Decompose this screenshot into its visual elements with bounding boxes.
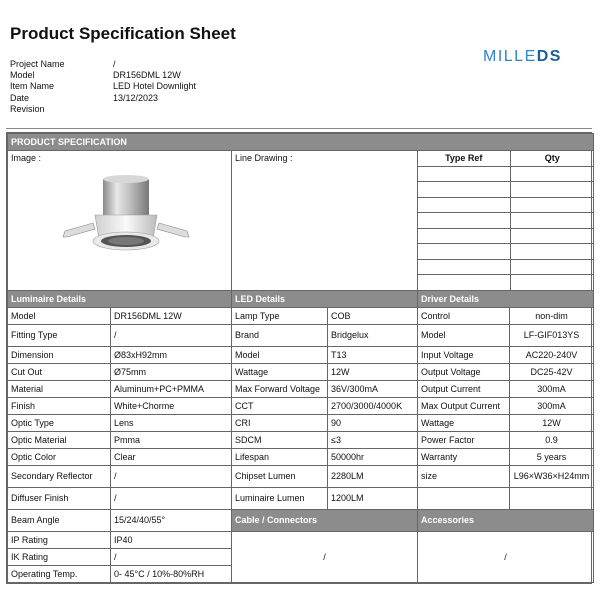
driver-label <box>418 487 510 509</box>
led-value: COB <box>328 307 418 324</box>
led-value: 36V/300mA <box>328 380 418 397</box>
led-label: Max Forward Voltage <box>232 380 328 397</box>
spec-label: Dimension <box>8 346 111 363</box>
led-label: Brand <box>232 324 328 346</box>
spec-label: IP Rating <box>8 531 111 548</box>
type-ref-entry[interactable] <box>418 166 510 182</box>
line-drawing-cell <box>232 151 418 291</box>
meta-label: Project Name <box>10 59 65 69</box>
led-value: 50000hr <box>328 448 418 465</box>
spec-table <box>7 133 594 583</box>
driver-label: Power Factor <box>418 431 510 448</box>
led-details-header: LED Details <box>232 290 418 307</box>
qty-entry[interactable] <box>510 228 594 244</box>
type-ref-entry[interactable] <box>418 213 510 229</box>
page-title: Product Specification Sheet <box>10 24 236 43</box>
led-value: Bridgelux <box>328 324 418 346</box>
led-value: T13 <box>328 346 418 363</box>
led-value: 2280LM <box>328 465 418 487</box>
led-label: CCT <box>232 397 328 414</box>
spec-label: IK Rating <box>8 548 111 565</box>
meta-value: 13/12/2023 <box>113 92 159 103</box>
spec-value: Pmma <box>111 431 232 448</box>
type-ref-entry[interactable] <box>418 275 510 290</box>
type-ref-entry[interactable] <box>418 228 510 244</box>
spec-label: Optic Color <box>8 448 111 465</box>
qty-entry[interactable] <box>510 166 594 182</box>
qty-entry[interactable] <box>510 182 594 198</box>
meta-label: Revision <box>10 103 45 114</box>
logo-text-a: MILLE <box>483 48 537 65</box>
driver-label: Input Voltage <box>418 346 510 363</box>
milleds-logo <box>483 48 562 66</box>
project-meta <box>10 59 196 115</box>
image-label: Image : <box>11 153 42 163</box>
spec-value: / <box>111 324 232 346</box>
spec-label: Cut Out <box>8 363 111 380</box>
spec-label: Fitting Type <box>8 324 111 346</box>
driver-value: L96×W36×H24mm <box>510 465 594 487</box>
driver-label: Output Voltage <box>418 363 510 380</box>
meta-value: / <box>113 59 116 69</box>
spec-value: 15/24/40/55° <box>111 509 232 531</box>
type-ref-entry[interactable] <box>418 244 510 260</box>
driver-value: 300mA <box>510 397 594 414</box>
meta-label: Item Name <box>10 81 55 92</box>
image-cell <box>8 151 232 291</box>
driver-label: Max Output Current <box>418 397 510 414</box>
spec-label: Optic Type <box>8 414 111 431</box>
spec-label: Beam Angle <box>8 509 111 531</box>
driver-value: 300mA <box>510 380 594 397</box>
cable-connectors-value: / <box>232 531 418 582</box>
spec-value: Aluminum+PC+PMMA <box>111 380 232 397</box>
driver-value <box>510 487 594 509</box>
accessories-header: Accessories <box>418 509 594 531</box>
driver-value: DC25-42V <box>510 363 594 380</box>
led-label: CRI <box>232 414 328 431</box>
type-ref-cell <box>418 151 594 291</box>
led-label: Lamp Type <box>232 307 328 324</box>
qty-entry[interactable] <box>510 197 594 213</box>
meta-label: Model <box>10 70 35 81</box>
type-ref-entry[interactable] <box>418 182 510 198</box>
spec-label: Material <box>8 380 111 397</box>
qty-entry[interactable] <box>510 244 594 260</box>
driver-value: 0.9 <box>510 431 594 448</box>
driver-details-header: Driver Details <box>418 290 594 307</box>
type-ref-entry[interactable] <box>418 259 510 275</box>
led-value: 2700/3000/4000K <box>328 397 418 414</box>
type-ref-header: Type Ref <box>418 151 510 166</box>
spec-label: Model <box>8 307 111 324</box>
spec-value: Clear <box>111 448 232 465</box>
driver-label: size <box>418 465 510 487</box>
cable-connectors-header: Cable / Connectors <box>232 509 418 531</box>
spec-value: / <box>111 548 232 565</box>
spec-label: Secondary Reflector <box>8 465 111 487</box>
qty-header: Qty <box>510 151 594 166</box>
spec-sheet <box>6 132 592 584</box>
meta-label: Date <box>10 92 30 103</box>
led-label: Model <box>232 346 328 363</box>
top-rule <box>6 128 592 129</box>
spec-value: / <box>111 465 232 487</box>
downlight-image <box>51 171 201 271</box>
driver-value: non-dim <box>510 307 594 324</box>
qty-entry[interactable] <box>510 213 594 229</box>
spec-value: Lens <box>111 414 232 431</box>
driver-label: Control <box>418 307 510 324</box>
spec-value: / <box>111 487 232 509</box>
spec-label: Finish <box>8 397 111 414</box>
logo-text-b: DS <box>536 48 562 65</box>
spec-value: Ø83xH92mm <box>111 346 232 363</box>
led-label: Chipset Lumen <box>232 465 328 487</box>
spec-value: DR156DML 12W <box>111 307 232 324</box>
driver-value: AC220-240V <box>510 346 594 363</box>
driver-label: Model <box>418 324 510 346</box>
type-ref-entry[interactable] <box>418 197 510 213</box>
spec-label: Diffuser Finish <box>8 487 111 509</box>
spec-value: White+Chorme <box>111 397 232 414</box>
led-label: Wattage <box>232 363 328 380</box>
section-header: PRODUCT SPECIFICATION <box>8 134 594 151</box>
spec-value: 0- 45°C / 10%-80%RH <box>111 565 232 582</box>
spec-value: Ø75mm <box>111 363 232 380</box>
luminaire-details-header: Luminaire Details <box>8 290 232 307</box>
meta-value: DR156DML 12W <box>113 70 181 81</box>
meta-value: LED Hotel Downlight <box>113 81 197 92</box>
led-value: 1200LM <box>328 487 418 509</box>
qty-entry[interactable] <box>510 275 594 290</box>
driver-value: 5 years <box>510 448 594 465</box>
driver-value: 12W <box>510 414 594 431</box>
spec-value: IP40 <box>111 531 232 548</box>
led-label: SDCM <box>232 431 328 448</box>
led-value: ≤3 <box>328 431 418 448</box>
led-label: Luminaire Lumen <box>232 487 328 509</box>
driver-label: Warranty <box>418 448 510 465</box>
type-ref-table <box>418 151 594 290</box>
driver-value: LF-GIF013YS <box>510 324 594 346</box>
accessories-value: / <box>418 531 594 582</box>
drawing-label: Line Drawing : <box>235 153 293 163</box>
qty-entry[interactable] <box>510 259 594 275</box>
spec-rows <box>8 307 594 509</box>
spec-label: Optic Material <box>8 431 111 448</box>
spec-label: Operating Temp. <box>8 565 111 582</box>
driver-label: Output Current <box>418 380 510 397</box>
led-value: 12W <box>328 363 418 380</box>
led-value: 90 <box>328 414 418 431</box>
led-label: Lifespan <box>232 448 328 465</box>
driver-label: Wattage <box>418 414 510 431</box>
